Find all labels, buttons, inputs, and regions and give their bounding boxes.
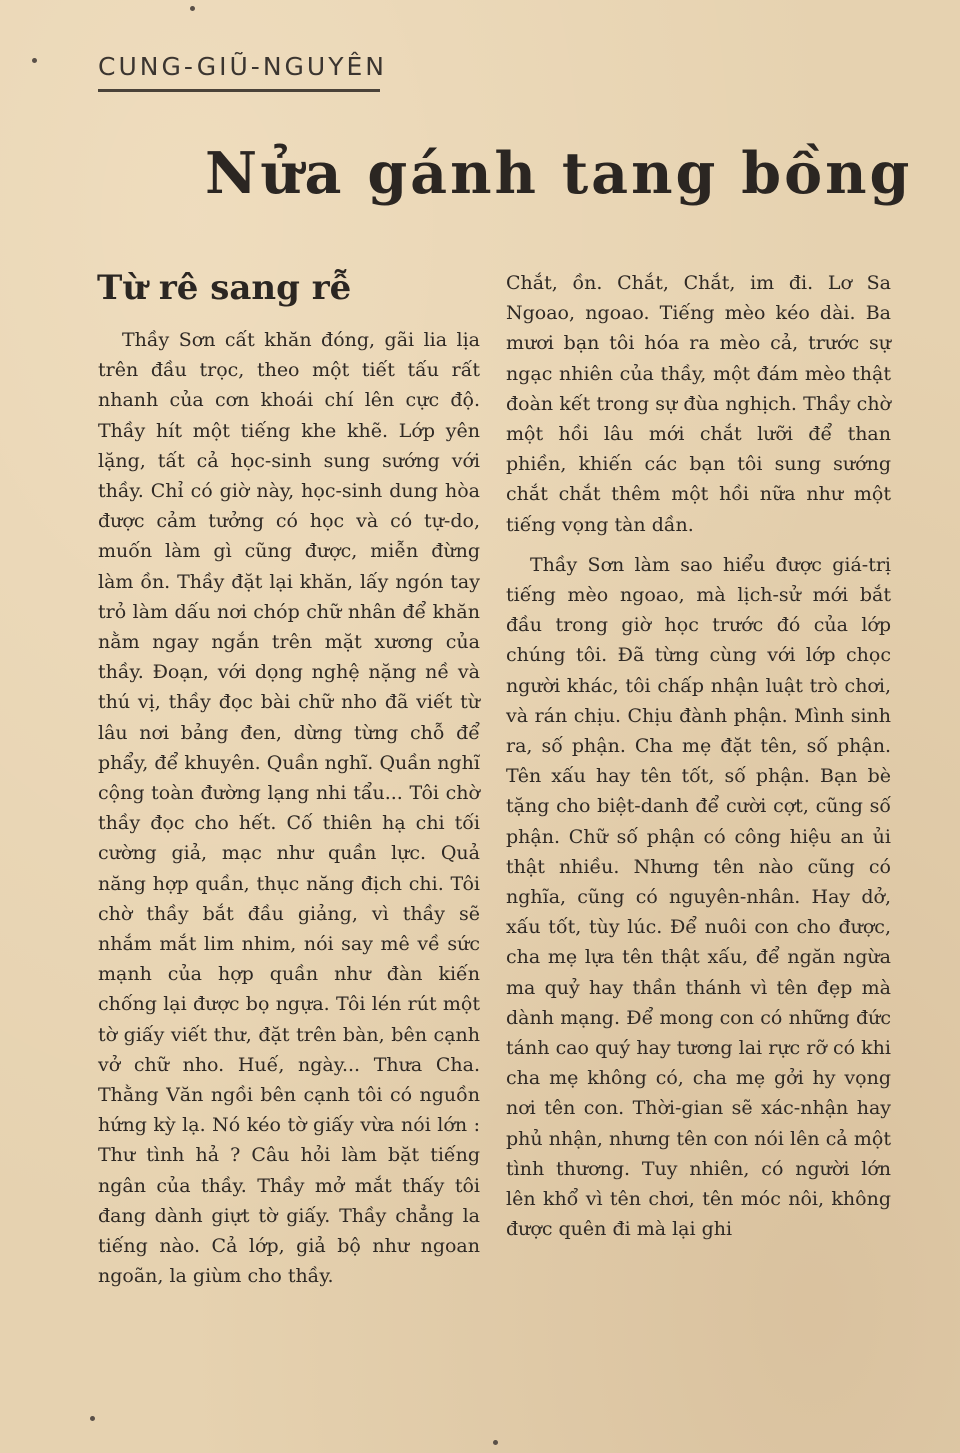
paragraph: Chắt, ồn. Chắt, Chắt, im đi. Lơ Sa Ngoao, ngoao. Tiếng mèo kéo dài. Ba mươi bạn tôi hóa ra mèo cả, trước sự ngạc nhiên của thầy, một đám mèo thật đoàn kết trong sự đùa nghịch. Thầy chờ một hồi lâu mới chắt lưỡi để than phiền, khiến các bạn tôi sung sướng chắt chắt thêm một hồi nữa như một tiếng vọng tàn dần.: [506, 272, 891, 536]
print-speck: [493, 1440, 498, 1445]
print-speck: [190, 6, 195, 11]
right-text-column: [506, 268, 891, 1245]
story-title: Nửa gánh tang bồng: [205, 140, 913, 207]
paragraph: Thầy Sơn làm sao hiểu được giá-trị tiếng mèo ngoao, mà lịch-sử mới bắt đầu trong giờ học trước đó của lớp chúng tôi. Đã từng cùng với lớp chọc người khác, tôi chấp nhận luật trò chơi, và rán chịu. Chịu đành phận. Mình sinh ra, số phận. Cha mẹ đặt tên, số phận. Tên xấu hay tên tốt, số phận. Bạn bè tặng cho biệt-danh để cười cợt, cũng số phận. Chữ số phận có công hiệu an ủi thật nhiều. Nhưng tên nào cũng có nghĩa, cũng có nguyên-nhân. Hay dở, xấu tốt, tùy lúc. Để nuôi con cho được, cha mẹ lựa tên thật xấu, để ngăn ngừa ma quỷ hay thần thánh vì tên đẹp mà dành mạng. Để mong con có những đức tánh cao quý hay tương lai rực rỡ có khi cha mẹ không có, cha mẹ gởi hy vọng nơi tên con. Thời-gian sẽ xác-nhận hay phủ nhận, nhưng tên con nói lên cả một tình thương. Tuy nhiên, có người lớn lên khổ vì tên chơi, tên móc nôi, không được quên đi mà lại ghi: [506, 553, 891, 1241]
left-text-column: [98, 325, 480, 1292]
author-name: CUNG-GIŨ-NGUYÊN: [98, 52, 387, 81]
print-speck: [90, 1416, 95, 1421]
section-heading: Từ rê sang rễ: [97, 268, 352, 308]
author-underline: [98, 89, 380, 92]
print-speck: [32, 58, 37, 63]
paragraph: Thầy Sơn cất khăn đóng, gãi lia lịa trên đầu trọc, theo một tiết tấu rất nhanh của cơn khoái chí lên cực độ. Thầy hít một tiếng khe khẽ. Lớp yên lặng, tất cả học-sinh sung sướng với thầy. Chỉ có giờ này, học-sinh dung hòa được cảm tưởng có học và có tự-do, muốn làm gì cũng được, miễn đừng làm ồn. Thầy đặt lại khăn, lấy ngón tay trỏ làm dấu nơi chóp chữ nhân để khăn nằm ngay ngắn trên mặt xương của thầy. Đoạn, với dọng nghệ nặng nề và thú vị, thầy đọc bài chữ nho đã viết từ lâu nơi bảng đen, dừng từng chỗ để phẩy, để khuyên. Quần nghĩ. Quần nghĩ cộng toàn đường lạng nhi tẩu... Tôi chờ thầy đọc cho hết. Cố thiên hạ chi tối cường giả, mạc như quần lực. Quả năng hợp quần, thục năng địch chi. Tôi chờ thầy bắt đầu giảng, vì thầy sẽ nhắm mắt lim nhim, nói say mê về sức mạnh của hợp quần như đàn kiến chống lại được bọ ngựa. Tôi lén rút một tờ giấy viết thư, đặt trên bàn, bên cạnh vở chữ nho. Huế, ngày... Thưa Cha. Thằng Văn ngồi bên cạnh tôi có nguồn hứng kỳ lạ. Nó kéo tờ giấy vừa nói lớn : Thư tình hả ? Câu hỏi làm bặt tiếng ngân của thầy. Thầy mở mắt thấy tôi đang dành giựt tờ giấy. Thầy chẳng la tiếng nào. Cả lớp, giả bộ như ngoan ngoãn, la giùm cho thầy.: [98, 329, 480, 1288]
